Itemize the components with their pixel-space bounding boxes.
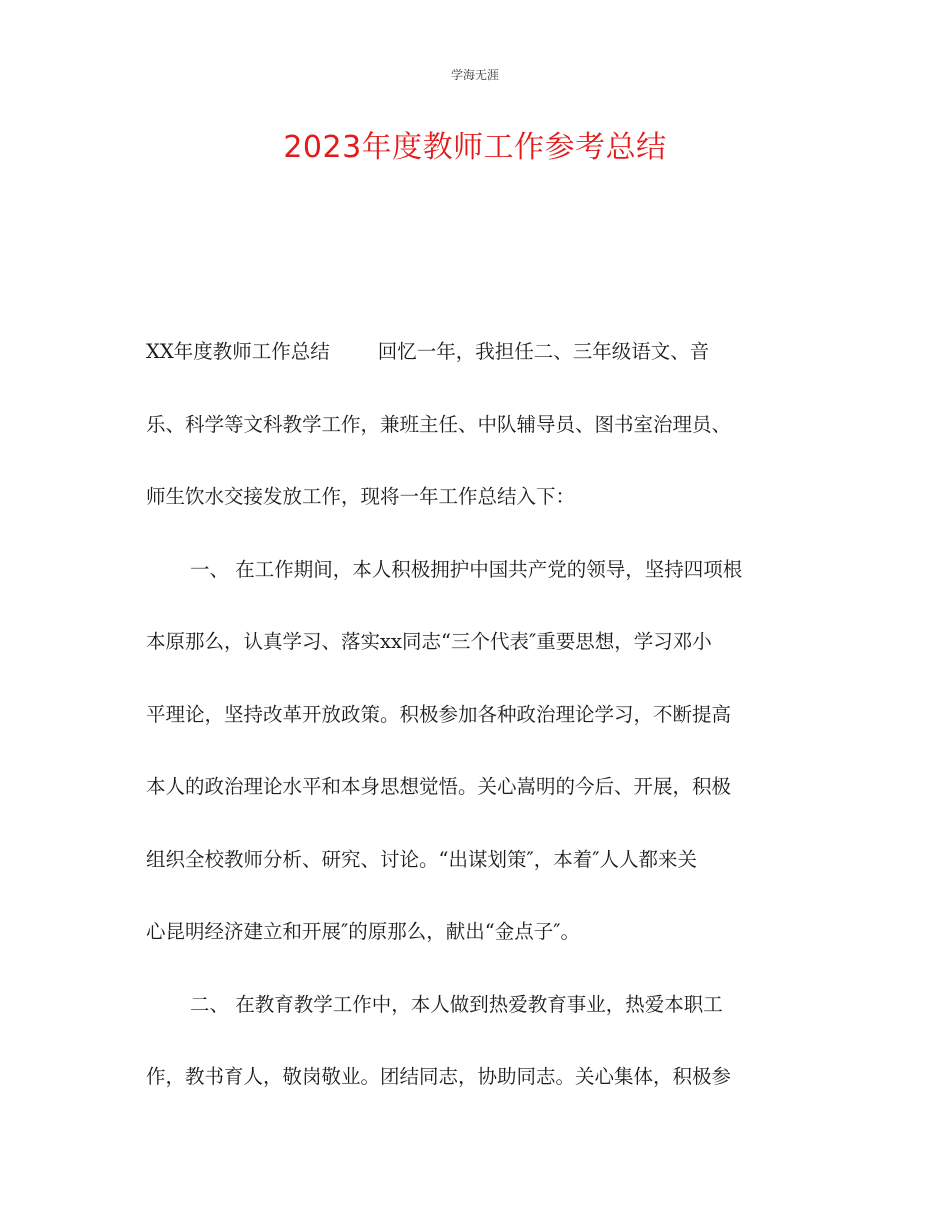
text-line: 一、 在工作期间，本人积极拥护中国共产党的领导，坚持四项根: [190, 557, 743, 581]
text-line: 二、 在教育教学工作中，本人做到热爱教育事业，热爱本职工: [190, 992, 723, 1016]
text-line: 组织全校教师分析、研究、讨论。“出谋划策″，本着″人人都来关: [146, 847, 698, 871]
text-line: 作，教书育人，敬岗敬业。团结同志，协助同志。关心集体，积极参: [146, 1065, 732, 1088]
text-line: 乐、科学等文科教学工作，兼班主任、中队辅导员、图书室治理员、: [146, 412, 732, 436]
paragraph-intro: [146, 316, 806, 534]
page-header: 学海无涯: [450, 68, 499, 82]
document-body: [146, 316, 806, 1114]
paragraph-section-one: [146, 534, 806, 969]
text-line: 心昆明经济建立和开展″的原那么，献出“金点子″。: [146, 920, 581, 943]
text-line: 师生饮水交接发放工作，现将一年工作总结入下：: [146, 485, 576, 508]
summary-heading: XX年度教师工作总结: [146, 340, 330, 363]
text-line: 平理论，坚持改革开放政策。积极参加各种政治理论学习，不断提高: [146, 702, 732, 726]
text-line: 本人的政治理论水平和本身思想觉悟。关心嵩明的今后、开展，积极: [146, 775, 732, 798]
text-segment: 回忆一年，我担任二、三年级语文、音: [377, 340, 710, 363]
text-line: 本原那么，认真学习、落实xx同志“三个代表″重要思想，学习邓小: [146, 630, 712, 653]
document-title: 2023年度教师工作参考总结: [283, 130, 667, 165]
text-line: [146, 316, 806, 389]
paragraph-section-two: [146, 969, 806, 1114]
